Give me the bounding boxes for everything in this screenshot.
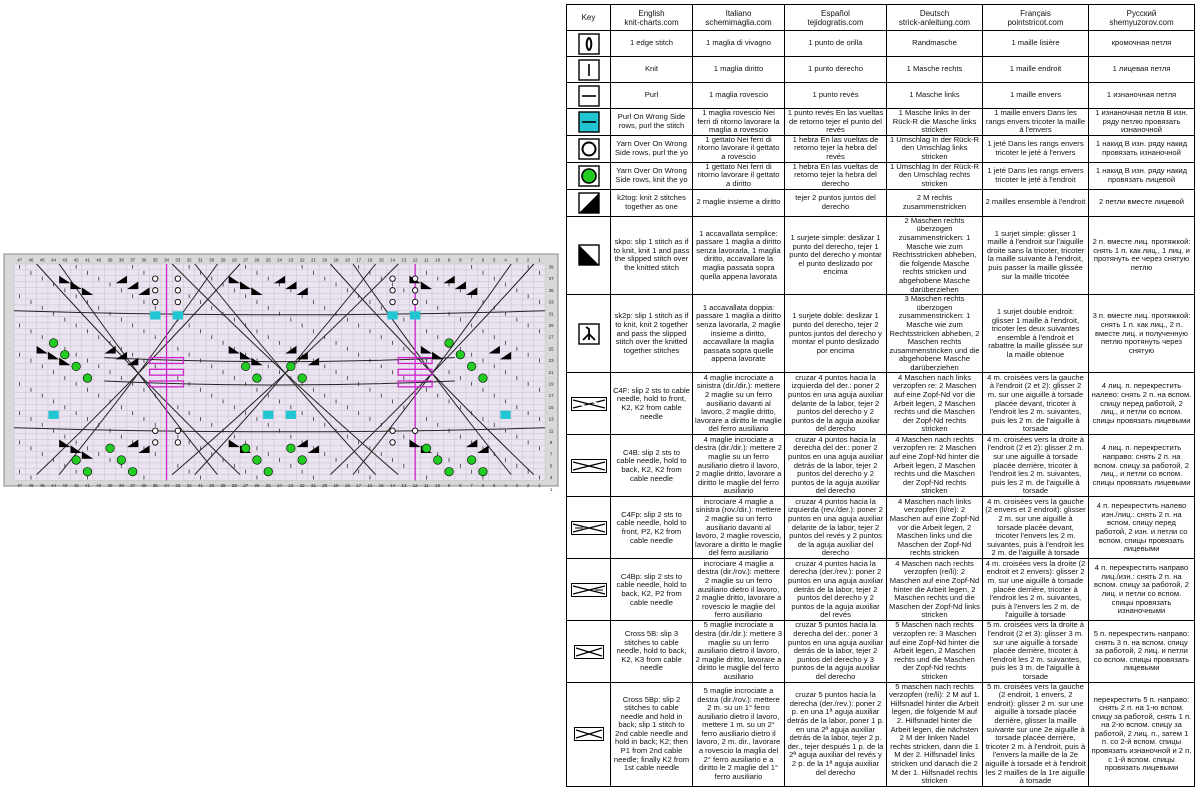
key-cell-en: Purl — [611, 83, 693, 109]
col-number-bottom: 33 — [175, 482, 181, 488]
key-cell-ru: 1 накид В изн. ряду накид провязать изнаночной — [1089, 135, 1195, 162]
col-number-top: 10 — [435, 257, 441, 263]
key-cell-it: 1 maglia rovescio — [693, 83, 785, 109]
key-cell-en: Cross 5Bp: slip 2 stitches to cable needle and hold in back; slip 1 stitch to 2nd cable needle and hold in back; K2; then P1 from 2nd cable needle; finally K2 from 1st cable needle — [611, 682, 693, 786]
col-number-bottom: 17 — [356, 482, 362, 488]
col-number-top: 19 — [333, 257, 339, 263]
col-number-top: 16 — [367, 257, 373, 263]
c4bp-icon — [567, 559, 611, 621]
row-number: 25 — [548, 346, 554, 352]
col-number-bottom: 47 — [17, 482, 23, 488]
key-cell-fr: 1 maille endroit — [983, 57, 1089, 83]
key-cell-it: 2 maglie insieme a diritto — [693, 189, 785, 216]
key-cell-es: 1 punto derecho — [785, 57, 887, 83]
col-number-bottom: 27 — [243, 482, 249, 488]
col-number-bottom: 14 — [390, 482, 395, 488]
key-cell-ru: 4 лиц. п. перекрестить направо: снять 2 п. на вспом. спицу за работой, 2 лиц., и петли со вспом. спицы провязать лицевыми — [1089, 435, 1195, 497]
row-number: 21 — [548, 369, 554, 375]
col-number-bottom: 32 — [186, 482, 192, 488]
key-row — [567, 682, 1195, 786]
row-number: 31 — [548, 311, 554, 317]
key-row — [567, 373, 1195, 435]
col-number-top: 45 — [39, 257, 45, 263]
col-number-bottom: 3 — [515, 482, 519, 488]
col-number-top: 2 — [526, 257, 530, 263]
col-number-bottom: 18 — [344, 482, 350, 488]
key-cell-de: 5 Maschen nach rechts verzopfen re: 3 Maschen auf eine Zopf-Nd hinter die Arbeit legen, 2 Maschen rechts und die Maschen der Zopf-Nd rechts stricken — [887, 621, 983, 682]
col-number-top: 37 — [130, 257, 136, 263]
skpo-icon — [567, 216, 611, 294]
key-cell-fr: 2 mailles ensemble à l'endroit — [983, 189, 1089, 216]
row-number: 15 — [548, 404, 554, 410]
key-cell-de: 1 Masche links — [887, 83, 983, 109]
col-number-top: 7 — [470, 257, 473, 263]
key-cell-ru: 4 п. перекрестить налево изн./лиц.: снять 2 п. на вспом. спицу перед работой, 2 изн. и петли со вспом. спицы провязать лицевыми — [1089, 497, 1195, 559]
key-cell-ru: 1 изнаночная петля В изн. ряду петлю провязать изнаночной — [1089, 109, 1195, 136]
key-row — [567, 621, 1195, 682]
key-cell-it: 5 maglie incrociate a destra (dir./rov.): mettere 2 m. su un 1° ferro ausiliario dietro il lavoro, mettere 1 m. su un 2° ferro ausiliario dietro il lavoro, 2 m. dir., lavorare a rovescio la maglia del 2° ferro ausiliario e a diritto le 2 maglie del 1° ferro ausiliario — [693, 682, 785, 786]
row-number: 33 — [548, 299, 554, 305]
col-number-bottom: 41 — [85, 482, 90, 488]
header-english: English knit-charts.com — [611, 5, 693, 31]
key-cell-ru: 2 п. вместе лиц. протяжкой: снять 1 п. как лиц., 1 лиц. и протянуть ее через снятую петлю — [1089, 216, 1195, 294]
key-cell-it: 1 maglia rovescio Nei ferri di ritorno lavorare la maglia a rovescio — [693, 109, 785, 136]
row-number: 3 — [549, 475, 553, 481]
col-number-top: 26 — [254, 257, 260, 263]
col-number-bottom: 19 — [333, 482, 339, 488]
key-cell-en: skpo: slip 1 stitch as if to knit, knit 1 and pass the slipped stitch over the knitted stitch — [611, 216, 693, 294]
col-number-bottom: 29 — [220, 482, 226, 488]
col-number-bottom: 9 — [447, 482, 451, 488]
key-cell-it: 1 maglia di vivagno — [693, 31, 785, 57]
key-cell-ru: 1 изнаночная петля — [1089, 83, 1195, 109]
col-number-bottom: 24 — [277, 482, 282, 488]
key-cell-ru: кромочная петля — [1089, 31, 1195, 57]
key-cell-fr: 4 m. croisées vers la gauche à l'endroit (2 et 2): glisser 2 m. sur une aiguille à torsade placée devant, tricoter à l'endroit les 2 m. suivantes, puis les 2 m. de l'aiguille à torsade — [983, 373, 1089, 435]
key-cell-fr: 1 maille envers — [983, 83, 1089, 109]
col-number-bottom: 7 — [470, 482, 473, 488]
key-cell-es: cruzar 5 puntos hacia la derecha del der.: poner 3 puntos en una aguja auxiliar detrás de la labor, tejer 2 puntos del derecho y 3 puntos de la aguja auxiliar del derecho — [785, 621, 887, 682]
key-row — [567, 216, 1195, 294]
sk2p-icon — [567, 295, 611, 373]
col-number-top: 18 — [344, 257, 350, 263]
knitting-chart — [4, 254, 558, 492]
key-cell-it: 1 gettato Nei ferri di ritorno lavorare il gettato a rovescio — [693, 135, 785, 162]
key-cell-es: 1 hebra En las vueltas de retorno tejer la hebra del derecho — [785, 162, 887, 189]
key-cell-de: 2 Maschen rechts überzogen zusammenstricken: 1 Masche wie zum Rechtsstricken abheben, die folgende Masche rechts stricken und abgehobene Masche darüberziehen — [887, 216, 983, 294]
col-number-top: 40 — [96, 257, 102, 263]
key-cell-fr: 4 m. croisées vers la droite à l'endroit (2 et 2): glisser 2 m. sur une aiguille à torsade placée derrière, tricoter à l'endroit les 2 m. suivantes, puis les 2 m. de l'aiguille à torsade — [983, 435, 1089, 497]
row-number: 9 — [549, 440, 553, 446]
key-cell-de: 5 maschen nach rechts verzopfen (re/li): 2 M auf 1. Hilfsnadel hinter die Arbeit legen, die folgende M auf 2. Hilfsnadel hinter die Arbeit legen, die nächsten 2 M der linken Nadel rechts stricken, dann die 1 M der 2. Hilfsnadel links stricken und danach die 2 M der 1. Hilfsnadel rechts stricken — [887, 682, 983, 786]
col-number-top: 38 — [118, 257, 124, 263]
key-cell-fr: 5 m. croisées vers la gauche (2 endroit, 1 envers, 2 endroit): glisser 2 m. sur une aiguille à torsade placée derrière, glisser la maille suivante sur une 2e aiguille à torsade placée derrière, tricoter 2 m. à l'endroit, puis à l'envers la maille de la 2e aiguille à torsade et à l'endroit les 2 mailles de la 1re aiguille à torsade — [983, 682, 1089, 786]
key-row — [567, 83, 1195, 109]
col-number-bottom: 39 — [107, 482, 113, 488]
col-number-bottom: 20 — [322, 482, 328, 488]
col-number-top: 34 — [164, 257, 169, 263]
col-number-top: 1 — [538, 257, 541, 263]
k2tog-icon — [567, 189, 611, 216]
col-number-top: 11 — [424, 257, 429, 263]
key-cell-en: Purl On Wrong Side rows, purl the stitch — [611, 109, 693, 136]
key-cell-ru: 1 накид В изн. ряду накид провязать лицевой — [1089, 162, 1195, 189]
key-cell-de: Randmasche — [887, 31, 983, 57]
key-cell-ru: 3 п. вместе лиц. протяжкой: снять 1 п. как лиц., 2 п. вместе лиц. и полученную петлю протянуть через снятую — [1089, 295, 1195, 373]
key-cell-en: Cross 5B: slip 3 stitches to cable needle, hold to back, K2, K3 from cable needle — [611, 621, 693, 682]
key-cell-fr: 5 m. croisées vers la droite à l'endroit (2 et 3): glisser 3 m. sur une aiguille à torsade placée derrière, tricoter à l'endroit les 2 m. suivantes, puis les 3 m. de l'aiguille à torsade — [983, 621, 1089, 682]
col-number-bottom: 34 — [164, 482, 169, 488]
key-cell-fr: 1 maille lisière — [983, 31, 1089, 57]
yarn-over-knit-icon — [567, 162, 611, 189]
col-number-bottom: 25 — [265, 482, 271, 488]
col-number-top: 8 — [459, 257, 462, 263]
key-cell-ru: 4 лиц. п. перекрестить налево: снять 2 п. на вспом. спицу перед работой, 2 лиц., и петли со вспом. спицы провязать лицевыми — [1089, 373, 1195, 435]
key-row — [567, 109, 1195, 136]
key-cell-fr: 1 maille envers Dans les rangs envers tricoter la maille à l'envers — [983, 109, 1089, 136]
row-number: 17 — [548, 393, 554, 399]
col-number-top: 6 — [481, 257, 485, 263]
header-key: Key — [567, 5, 611, 31]
col-number-top: 36 — [141, 257, 147, 263]
key-cell-de: 3 Maschen rechts überzogen zusammenstricken: 1 Masche wie zum Rechtsstricken abheben, 2 Maschen rechts zusammenstricken und die abgehobene Masche darüberziehen — [887, 295, 983, 373]
key-cell-de: 1 Masche links In der Rück-R die Masche links stricken — [887, 109, 983, 136]
col-number-top: 29 — [220, 257, 226, 263]
col-number-bottom: 35 — [152, 482, 158, 488]
col-number-top: 5 — [493, 257, 496, 263]
col-number-bottom: 44 — [51, 482, 56, 488]
key-cell-ru: 4 п. перекрестить направо лиц./изн.: снять 2 п. на вспом. спицу за работой, 2 лиц. и петли со вспом. спицы провязать изнаночными — [1089, 559, 1195, 621]
key-cell-en: Yarn Over On Wrong Side rows, knit the yo — [611, 162, 693, 189]
key-cell-ru: 2 петли вместе лицевой — [1089, 189, 1195, 216]
col-number-bottom: 15 — [378, 482, 384, 488]
row-number: 1 — [549, 486, 553, 492]
key-row — [567, 31, 1195, 57]
col-number-top: 12 — [412, 257, 418, 263]
header-italiano: Italiano schemimaglia.com — [693, 5, 785, 31]
col-number-top: 27 — [243, 257, 249, 263]
key-cell-ru: перекрестить 5 п. направо: снять 2 п. на 1-ю вспом. спицу за работой, снять 1 п. на 2-ю вспом. спицу за работой, 2 лиц. п., затем 1 п. со 2-й вспом. спицы провязать изнаночной и 2 п. с 1-й вспом. спицы провязать лицевыми — [1089, 682, 1195, 786]
row-number: 19 — [548, 381, 554, 387]
key-cell-it: 4 maglie incrociate a sinistra (dir./dir.): mettere 2 maglie su un ferro ausiliario davanti al lavoro, 2 maglie dritto, lavorare a diritto le maglie del ferro ausiliario — [693, 373, 785, 435]
key-cell-fr: 1 jeté Dans les rangs envers tricoter le jeté à l'endroit — [983, 162, 1089, 189]
key-cell-es: 1 punto revés En las vueltas de retorno tejer el punto del revés — [785, 109, 887, 136]
key-cell-it: 1 gettato Nei ferri di ritorno lavorare il gettato a diritto — [693, 162, 785, 189]
row-number: 11 — [548, 428, 554, 434]
cross-5b-icon — [567, 621, 611, 682]
key-cell-de: 2 M rechts zusammenstricken — [887, 189, 983, 216]
key-cell-fr: 1 jeté Dans les rangs envers tricoter le jeté à l'envers — [983, 135, 1089, 162]
key-cell-ru: 1 лицевая петля — [1089, 57, 1195, 83]
row-number: 35 — [548, 287, 554, 293]
key-row — [567, 559, 1195, 621]
col-number-bottom: 46 — [28, 482, 34, 488]
col-number-top: 25 — [265, 257, 271, 263]
col-number-top: 3 — [515, 257, 519, 263]
row-number: 29 — [548, 323, 554, 329]
purl-icon — [567, 83, 611, 109]
key-cell-de: 4 Maschen nach links verzopfen re: 2 Maschen auf eine Zopf-Nd vor die Arbeit legen, 2 Maschen rechts und die Maschen der Zopf-Nd rechts stricken — [887, 373, 983, 435]
key-cell-it: incrociare 4 maglie a sinistra (rov./dir.): mettere 2 maglie su un ferro ausiliario davanti al lavoro, 2 maglie rovescio, lavorare a diritto le maglie del ferro ausiliario — [693, 497, 785, 559]
key-cell-fr: 4 m. croisées vers la gauche (2 envers et 2 endroit): glisser 2 m. sur une aiguille à torsade placée devant, tricoter l'envers les 2 m. suivantes, puis à l'endroit les 2 m. de l'aiguille à torsade — [983, 497, 1089, 559]
c4fp-icon — [567, 497, 611, 559]
key-cell-es: 1 punto revés — [785, 83, 887, 109]
key-cell-it: 1 accavallata semplice: passare 1 maglia a diritto senza lavorarla, 1 maglia diritto, accavallare la maglia passata sopra quella appena lavorata — [693, 216, 785, 294]
col-number-top: 35 — [152, 257, 158, 263]
col-number-bottom: 30 — [209, 482, 215, 488]
knit-icon — [567, 57, 611, 83]
header-row — [567, 5, 1195, 31]
key-cell-es: 1 hebra En las vueltas de retorno tejer la hebra del revés — [785, 135, 887, 162]
key-cell-es: cruzar 4 puntos hacia la derecha (der./rev.): poner 2 puntos en una aguja auxiliar detrás de la labor, tejer 2 puntos del derecho y 2 puntos de la aguja auxiliar del revés — [785, 559, 887, 621]
key-cell-it: 4 maglie incrociate a destra (dir./dir.): mettere 2 maglie su un ferro ausiliario dietro il lavoro, 2 maglie dritto, lavorare a diritto le maglie del ferro ausiliario — [693, 435, 785, 497]
col-number-bottom: 37 — [130, 482, 136, 488]
col-number-bottom: 40 — [96, 482, 102, 488]
col-number-top: 44 — [51, 257, 56, 263]
col-number-top: 4 — [504, 257, 507, 263]
key-row — [567, 295, 1195, 373]
key-cell-en: k2tog: knit 2 stitches together as one — [611, 189, 693, 216]
col-number-top: 14 — [390, 257, 395, 263]
col-number-bottom: 12 — [412, 482, 418, 488]
col-number-bottom: 31 — [198, 482, 203, 488]
col-number-bottom: 23 — [288, 482, 294, 488]
row-number: 7 — [549, 451, 553, 457]
row-number: 23 — [548, 358, 554, 364]
key-cell-en: Yarn Over On Wrong Side rows, purl the yo — [611, 135, 693, 162]
key-cell-de: 4 Maschen nach rechts verzopfen (re/li): 2 Maschen auf eine Zopf-Nd hinter die Arbeit legen, 2 Maschen rechts und die Maschen der Zopf-Nd links stricken — [887, 559, 983, 621]
key-cell-en: C4B: slip 2 sts to cable needle, hold to back, K2, K2 from cable needle — [611, 435, 693, 497]
col-number-bottom: 28 — [231, 482, 237, 488]
col-number-bottom: 2 — [526, 482, 530, 488]
col-number-top: 28 — [231, 257, 237, 263]
key-cell-es: 1 surjete doble: deslizar 1 punto del derecho, tejer 2 puntos juntos del derecho y montar el punto deslizado por encima — [785, 295, 887, 373]
key-table — [566, 4, 1195, 787]
key-cell-it: 1 maglia diritto — [693, 57, 785, 83]
col-number-top: 41 — [85, 257, 90, 263]
key-cell-it: 1 accavallata doppia: passare 1 maglia a diritto senza lavorarla, 2 maglie insieme a diritto, accavallare la maglia passata sopra quelle appena lavorate — [693, 295, 785, 373]
row-number: 13 — [548, 416, 554, 422]
key-cell-es: 1 punto de orilla — [785, 31, 887, 57]
col-number-top: 24 — [277, 257, 282, 263]
col-number-top: 39 — [107, 257, 113, 263]
key-cell-en: C4Bp: slip 2 sts to cable needle, hold to back, K2, P2 from cable needle — [611, 559, 693, 621]
key-row — [567, 189, 1195, 216]
col-number-top: 20 — [322, 257, 328, 263]
key-cell-en: C4F: slip 2 sts to cable needle, hold to front, K2, K2 from cable needle — [611, 373, 693, 435]
key-cell-de: 4 Maschen nach links verzopfen (li/re): 2 Maschen auf eine Zopf-Nd vor die Arbeit legen, 2 Maschen links und die Maschen der Zopf-Nd rechts stricken — [887, 497, 983, 559]
col-number-top: 47 — [17, 257, 23, 263]
row-number: 5 — [549, 463, 553, 469]
col-number-top: 32 — [186, 257, 192, 263]
col-number-top: 17 — [356, 257, 362, 263]
key-cell-en: Knit — [611, 57, 693, 83]
col-number-top: 42 — [73, 257, 79, 263]
key-cell-es: cruzar 4 puntos hacia la izquierda del der.: poner 2 puntos en una aguja auxiliar delante de la labor, tejer 2 puntos del derecho y 2 puntos de la aguja auxiliar del derecho — [785, 373, 887, 435]
row-number: 37 — [548, 276, 554, 282]
key-cell-fr: 4 m. croisées vers la droite (2 endroit et 2 envers): glisser 2 m. sur une aiguille à torsade placée derrière, tricoter à l'endroit les 2 m. suivantes, puis à l'envers les 2 m. de l'aiguille à torsade — [983, 559, 1089, 621]
key-cell-en: C4Fp: slip 2 sts to cable needle, hold to front, P2, K2 from cable needle — [611, 497, 693, 559]
cross-5bp-icon — [567, 682, 611, 786]
key-row — [567, 57, 1195, 83]
col-number-bottom: 42 — [73, 482, 79, 488]
col-number-top: 43 — [62, 257, 68, 263]
header-deutsch: Deutsch strick-anleitung.com — [887, 5, 983, 31]
header-francais: Français pointstricot.com — [983, 5, 1089, 31]
col-number-bottom: 21 — [311, 482, 316, 488]
col-number-bottom: 38 — [118, 482, 124, 488]
key-cell-de: 1 Umschlag In der Rück-R den Umschlag links stricken — [887, 135, 983, 162]
key-cell-it: incrociare 4 maglie a destra (dir./rov.): mettere 2 maglie su un ferro ausiliario dietro il lavoro, 2 maglie dritto, lavorare a rovescio le maglie del ferro ausiliario — [693, 559, 785, 621]
key-cell-es: cruzar 4 puntos hacia la izquierda (rev./der.): poner 2 puntos en una aguja auxiliar delante de la labor, tejer 2 puntos del revés y 2 puntos de la aguja auxiliar del derecho — [785, 497, 887, 559]
key-cell-de: 1 Masche rechts — [887, 57, 983, 83]
col-number-bottom: 16 — [367, 482, 373, 488]
purl-ws-icon — [567, 109, 611, 136]
key-row — [567, 162, 1195, 189]
row-number: 27 — [548, 334, 554, 340]
col-number-top: 23 — [288, 257, 294, 263]
col-number-top: 9 — [447, 257, 451, 263]
yarn-over-purl-icon — [567, 135, 611, 162]
col-number-top: 15 — [378, 257, 384, 263]
col-number-bottom: 43 — [62, 482, 68, 488]
col-number-top: 31 — [198, 257, 203, 263]
key-cell-ru: 5 п. перекрестить направо: снять 3 п. на вспом. спицу за работой, 2 лиц. и петли со вспом. спицы провязать лицевыми — [1089, 621, 1195, 682]
key-row — [567, 435, 1195, 497]
col-number-bottom: 5 — [493, 482, 496, 488]
c4f-icon — [567, 373, 611, 435]
key-cell-es: 1 surjete simple: deslizar 1 punto del derecho, tejer 1 punto del derecho y montar el punto deslizado por encima — [785, 216, 887, 294]
col-number-bottom: 22 — [299, 482, 305, 488]
key-cell-en: 1 edge stitch — [611, 31, 693, 57]
key-row — [567, 135, 1195, 162]
col-number-top: 21 — [311, 257, 316, 263]
key-cell-es: tejer 2 puntos juntos del derecho — [785, 189, 887, 216]
edge-stitch-icon — [567, 31, 611, 57]
col-number-bottom: 11 — [424, 482, 429, 488]
col-number-bottom: 8 — [459, 482, 462, 488]
row-number: 39 — [548, 264, 554, 270]
header-russian: Русский shemyuzorov.com — [1089, 5, 1195, 31]
key-row — [567, 497, 1195, 559]
c4b-icon — [567, 435, 611, 497]
col-number-bottom: 1 — [538, 482, 541, 488]
col-number-bottom: 36 — [141, 482, 147, 488]
col-number-bottom: 26 — [254, 482, 260, 488]
col-number-top: 30 — [209, 257, 215, 263]
key-cell-fr: 1 surjet simple: glisser 1 maille à l'endroit sur l'aiguille droite sans la tricoter, tricoter la maille suivante à l'endroit, puis passer la maille glissée sur la maille tricotée — [983, 216, 1089, 294]
col-number-top: 22 — [299, 257, 305, 263]
key-cell-en: sk2p: slip 1 stitch as if to knit, knit 2 together and pass the slipped stitch over the knitted together stitches — [611, 295, 693, 373]
key-cell-fr: 1 surjet double endroit: glisser 1 maille à l'endroit, tricoter les deux suivantes ensemble à l'endroit et rabattre la maille glissée sur la maille obtenue — [983, 295, 1089, 373]
col-number-bottom: 10 — [435, 482, 441, 488]
col-number-top: 33 — [175, 257, 181, 263]
key-cell-es: cruzar 4 puntos hacia la derecha del der.: poner 2 puntos en una aguja auxiliar detrás de la labor, tejer 2 puntos del derecho y 2 puntos de la aguja auxiliar del derecho — [785, 435, 887, 497]
header-espanol: Español tejidogratis.com — [785, 5, 887, 31]
col-number-bottom: 13 — [401, 482, 407, 488]
key-cell-de: 1 Umschlag In der Rück-R den Umschlag rechts stricken — [887, 162, 983, 189]
key-cell-de: 4 Maschen nach rechts verzopfen re: 2 Maschen auf eine Zopf-Nd hinter die Arbeit legen, 2 Maschen rechts und die Maschen der Zopf-Nd rechts stricken — [887, 435, 983, 497]
col-number-bottom: 6 — [481, 482, 485, 488]
col-number-top: 13 — [401, 257, 407, 263]
key-cell-es: cruzar 5 puntos hacia la derecha (der./rev.): poner 2 p. en una 1ª aguja auxiliar detrás de la labor, poner 1 p. en una 2ª aguja auxiliar detrás de la labor, tejer 2 p. der., tejer después 1 p. de la 2ª aguja auxiliar del revés y 2 p. de la 1ª aguja auxiliar del derecho — [785, 682, 887, 786]
col-number-bottom: 4 — [504, 482, 507, 488]
key-cell-it: 5 maglie incrociate a destra (dir./dir.): mettere 3 maglie su un ferro ausiliario dietro il lavoro, 2 maglie dritto, lavorare a diritto le maglie del ferro ausiliario — [693, 621, 785, 682]
col-number-bottom: 45 — [39, 482, 45, 488]
col-number-top: 46 — [28, 257, 34, 263]
